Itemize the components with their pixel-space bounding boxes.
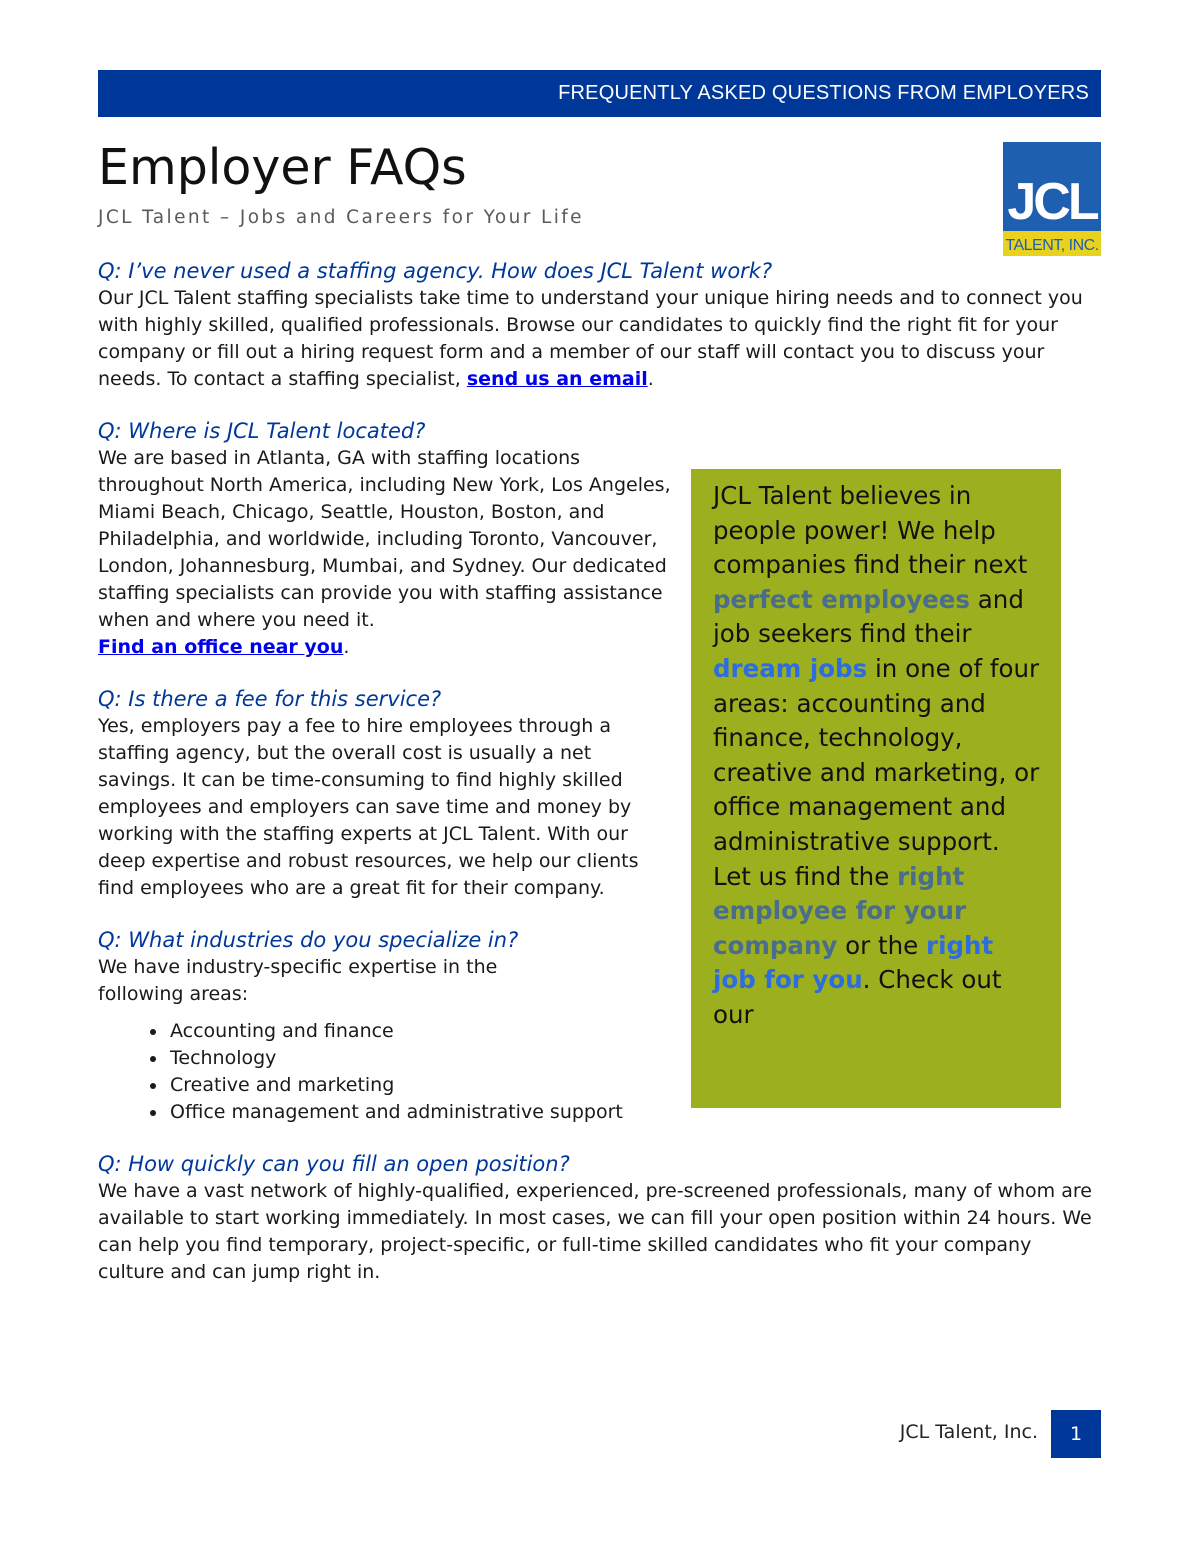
page-number: 1 — [1051, 1410, 1101, 1458]
faq-answer: Yes, employers pay a fee to hire employees through a staffing agency, but the overall cost is usually a net savings. It can be time-consuming to find highly skilled employees and employers can save time and money by working with the staffing experts at JCL Talent. With our deep expertise and robust resources, we help our clients find employees who are a great fit for their company. — [98, 715, 639, 899]
list-item: • Technology — [168, 1045, 1101, 1072]
callout-box: JCL Talent believes in people power! We help companies find their next perfect employees and job seekers find their dream jobs in one of four areas: accounting and finance, technology, creative and marketing, or office management and administrative support. Let us find the right employee for your company or the right job for you. Check out our — [691, 469, 1061, 1108]
footer-company: JCL Talent, Inc. — [899, 1421, 1038, 1443]
callout-highlight: perfect employees — [713, 584, 970, 614]
list-item: • Office management and administrative support — [168, 1099, 1101, 1126]
list-item: • Accounting and finance — [168, 1018, 1101, 1045]
faq-question: Q: Where is JCL Talent located? — [98, 419, 426, 443]
callout-highlight: right job for you — [713, 930, 994, 995]
callout-highlight: dream jobs — [713, 653, 868, 683]
logo-main-text: JCL — [1007, 173, 1097, 231]
faq-answer: We are based in Atlanta, GA with staffing locations throughout North America, including New York, Los Angeles, Miami Beach, Chicago, Seattle, Houston, Boston, and Philadelphia, and worldwide, including Toronto, Vancouver, London, Johannesburg, Mumbai, and Sydney. Our dedicated staffing specialists can provide you with staffing assistance when and where you need it. Find an office near you. — [98, 447, 671, 658]
faq-question: Q: Is there a fee for this service? — [98, 687, 442, 711]
callout-highlight: right employee for your company — [713, 861, 967, 960]
logo-sub-text: TALENT, INC. — [1005, 237, 1099, 254]
faq-item — [98, 418, 678, 661]
faq-answer: Our JCL Talent staffing specialists take time to understand your unique hiring needs and to connect you with highly skilled, qualified professionals. Browse our candidates to quickly find the right fit for your company or fill out a hiring request form and a member of our staff will contact you to discuss your needs. To contact a staffing specialist, send us an email. — [98, 287, 1083, 390]
faq-question: Q: How quickly can you fill an open position? — [98, 1152, 570, 1176]
header-banner — [98, 70, 1101, 117]
faq-item — [98, 1151, 1101, 1286]
faq-item — [98, 258, 1101, 393]
header-banner-text: FREQUENTLY ASKED QUESTIONS FROM EMPLOYERS — [558, 82, 1089, 104]
send-email-link[interactable]: send us an email — [466, 368, 648, 390]
faq-answer: We have a vast network of highly-qualified, experienced, pre-screened professionals, many of whom are available to start working immediately. In most cases, we can fill your open position within 24 hours. We can help you find temporary, project-specific, or full-time skilled candidates who fit your company culture and can jump right in. — [98, 1180, 1092, 1283]
list-item: • Creative and marketing — [168, 1072, 1101, 1099]
find-office-link[interactable]: Find an office near you — [98, 636, 344, 658]
faq-item — [98, 686, 658, 902]
jcl-logo — [1003, 142, 1101, 256]
page-subtitle: JCL Talent – Jobs and Careers for Your Life — [98, 207, 584, 228]
faq-question: Q: I’ve never used a staffing agency. How does JCL Talent work? — [98, 259, 773, 283]
faq-answer: We have industry-specific expertise in the following areas: — [98, 956, 498, 1005]
page-title: Employer FAQs — [98, 139, 467, 196]
faq-question: Q: What industries do you specialize in? — [98, 928, 519, 952]
